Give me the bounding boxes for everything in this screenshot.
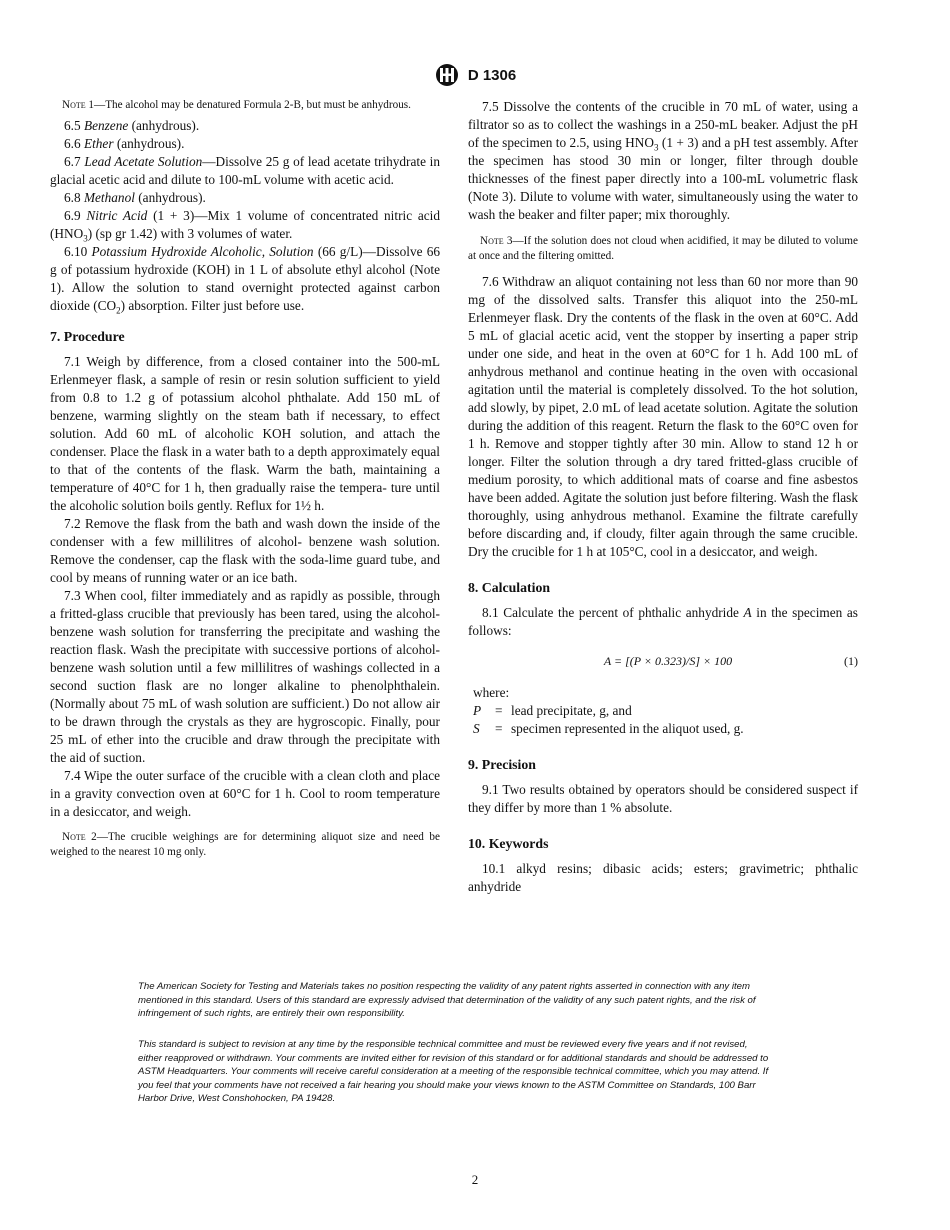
where-item: S = specimen represented in the aliquot used, g. xyxy=(473,721,744,736)
astm-logo-icon xyxy=(434,63,460,87)
page-header xyxy=(0,63,950,87)
footer-revision-notice: This standard is subject to revision at any time by the responsible technical committee and must be reviewed every five years and if not revised, either reapproved or withdrawn. Your comments are invited either for revision of this standard or for additional standards and should be addressed to ASTM Headquarters. Your comments will receive careful consideration at a meeting of the responsible technical committee, which you may attend. If you feel that your comments have not received a fair hearing you should make your views known to the ASTM Committee on Standards, 100 Barr Harbor Drive, West Conshohocken, PA 19428. xyxy=(138,1039,769,1104)
section-9-heading: 9. Precision xyxy=(468,757,536,772)
paragraph-7-1: 7.1 Weigh by difference, from a closed container into the 500-mL Erlenmeyer flask, a sample of resin or resin solution sufficient to yield from 0.8 to 1.2 g of potassium alcohol phthalate. Add 150 mL of benzene, warming slightly on the steam bath if necessary, to effect solution. Add 60 mL of alcoholic KOH solution, and attach the condenser. Place the flask in a water bath to a depth approximately equal to that of the contents of the flask. Warm the bath, maintaining a temperature of 40°C for 1 h, then gradually raise the tempera- ture until the alcoholic solution boils gently. Reflux for 1½ h. xyxy=(50,354,440,513)
equation-number: (1) xyxy=(844,654,858,668)
paragraph-7-6: 7.6 Withdraw an aliquot containing not less than 60 nor more than 90 mg of the dissolved salts. Transfer this aliquot into the 250-mL Erlenmeyer flask. Dry the contents of the flask in the oven at 60°C. Add 5 mL of glacial acetic acid, vent the stopper by inserting a paper strip under one side, and heat in the oven at 60°C for 1 h. Add 100 mL of anhydrous methanol and continue heating in the oven with occasional agitation until the material is completely dissolved. To the hot solution, add slowly, by pipet, 2.0 mL of lead acetate solution. Agitate the solution during the addition of this reagent. Return the flask to the 60°C oven for 1 h. Remove and stopper tightly after 30 min. Allow to stand 12 h or longer. Filter the solution through a dry tared fritted-glass crucible of medium porosity, to which additional mats of coarse and fine asbestos have been added. Agitate the solution just before filtering. Wash the flask thoroughly, using anhydrous methanol. Examine the filtrate carefully before discarding and, if cloudy, filter again through the same crucible. Dry the crucible for 1 h at 105°C, cool in a desiccator, and weigh. xyxy=(468,274,858,559)
right-column xyxy=(468,98,858,896)
where-label: where: xyxy=(473,685,510,700)
note-3: Note 3—If the solution does not cloud when acidified, it may be diluted to volume at once and the filtering omitted. xyxy=(468,235,858,262)
note-1: Note 1—The alcohol may be denatured Formula 2-B, but must be anhydrous. xyxy=(62,99,411,111)
footer-patent-notice: The American Society for Testing and Materials takes no position respecting the validity of any patent rights asserted in connection with any item mentioned in this standard. Users of this standard are expressly advised that determination of the validity of any such patent rights, and the risk of infringement of such rights, are entirely their own responsibility. xyxy=(138,981,756,1019)
item-6-6: 6.6 Ether (anhydrous). xyxy=(64,136,185,151)
section-7-heading: 7. Procedure xyxy=(50,329,125,344)
paragraph-7-3: 7.3 When cool, filter immediately and as rapidly as possible, through a fritted-glass crucible that previously has been tared, using the alcohol-benzene wash solution for transferring the precipitate and washing the reaction flask. Wash the precipitate with successive portions of alcohol-benzene wash solution until a few millilitres of washings collected in a second suction flask are no longer alkaline to phenolphthalein. (Normally about 75 mL of wash solution are sufficient.) Do not allow air to be drawn through the crystals as they are hygroscopic. Finally, pour 25 mL of ether into the crucible and draw through the precipitate with the aid of suction. xyxy=(50,588,440,765)
paragraph-8-1: 8.1 Calculate the percent of phthalic anhydride A in the specimen as follows: xyxy=(468,605,858,638)
note-2: Note 2—The crucible weighings are for determining aliquot size and need be weighed to the nearest 10 mg only. xyxy=(50,831,440,858)
paragraph-9-1: 9.1 Two results obtained by operators should be considered suspect if they differ by more than 1 % absolute. xyxy=(468,782,858,815)
where-list xyxy=(468,702,858,738)
paragraph-10-1: 10.1 alkyd resins; dibasic acids; esters; gravimetric; phthalic anhydride xyxy=(468,861,858,894)
equation-1 xyxy=(468,652,858,670)
item-6-5: 6.5 Benzene (anhydrous). xyxy=(64,118,200,133)
standard-designation: D 1306 xyxy=(467,66,517,84)
item-6-7: 6.7 Lead Acetate Solution—Dissolve 25 g of lead acetate trihydrate in glacial acetic acid and dilute to 100-mL volume with acetic acid. xyxy=(50,154,441,187)
item-6-9: 6.9 Nitric Acid (1 + 3)—Mix 1 volume of concentrated nitric acid $(HNO_3)$ (sp gr 1.42) with 3 volumes of water. xyxy=(50,208,440,244)
paragraph-7-2: 7.2 Remove the flask from the bath and wash down the inside of the condenser with a few millilitres of alcohol- benzene wash solution. Remove the condenser, cap the flask with the soda-lime guard tube, and cool by means of running water or an ice bath. xyxy=(50,516,440,585)
paragraph-7-5: 7.5 Dissolve the contents of the crucible in 70 mL of water, using a filtrator so as to collect the washings in a 250-mL beaker. Adjust the pH of the specimen to 2.5, using $HNO_3$ (1 + 3) and a pH test assembly. After the specimen has stood 30 min or longer, filter through double thicknesses of the finest paper directly into a 100-mL volumetric flask (Note 3). Dilute to volume with water, simultaneously using the water to wash the beaker and filter paper; mix thoroughly. xyxy=(468,99,859,222)
section-10-heading: 10. Keywords xyxy=(468,836,549,851)
item-6-10: 6.10 Potassium Hydroxide Alcoholic, Solution (66 g/L)—Dissolve 66 g of potassium hydroxide (KOH) in 1 L of absolute ethyl alcohol (Note 1). Allow the solution to stand overnight protected against carbon dioxide $(CO_2)$ absorption. Filter just before use. xyxy=(50,244,441,316)
equation-expression: A = [(P × 0.323)/S] × 100 xyxy=(603,654,733,668)
paragraph-7-4: 7.4 Wipe the outer surface of the crucible with a clean cloth and place in a gravity convection oven at 60°C for 1 h. Cool to room temperature in a desiccator, and weigh. xyxy=(50,768,440,819)
section-8-heading: 8. Calculation xyxy=(468,580,551,595)
where-item: P = lead precipitate, g, and xyxy=(473,703,632,718)
page-number: 2 xyxy=(471,1172,479,1187)
item-6-8: 6.8 Methanol (anhydrous). xyxy=(64,190,206,205)
left-column xyxy=(50,98,440,860)
